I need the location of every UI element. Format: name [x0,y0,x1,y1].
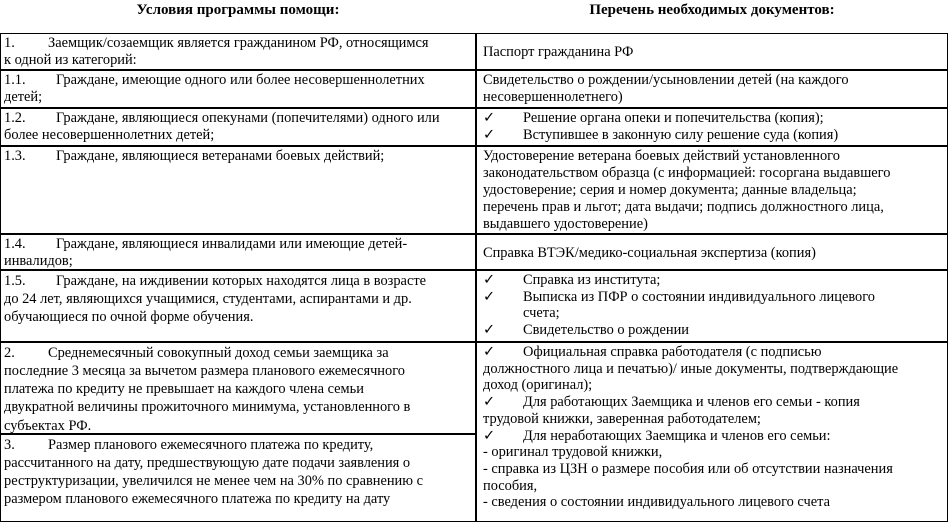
condition-text: более несовершеннолетних детей; [4,127,215,144]
document-text: доход (оригинал); [483,377,593,394]
document-text: - справка из ЦЗН о размере пособия или об отсутствии назначения [483,460,893,477]
row-1-condition [0,33,476,70]
check-icon: ✓ [483,127,496,144]
document-text: счета; [523,305,560,322]
row-number: 1.1. [4,72,26,88]
document-text: Официальная справка работодателя (с подписью [523,344,822,360]
condition-text: последние 3 месяца за вычетом размера планового ежемесячного [4,363,405,380]
condition-text: субъектах РФ. [4,417,92,434]
check-icon: ✓ [483,110,496,126]
condition-text: Граждане, являющиеся опекунами (попечителями) одного или [56,110,440,126]
condition-text: Заемщик/созаемщик является гражданином РФ, относящимся [48,35,429,51]
check-icon: ✓ [483,288,496,305]
row-1-4-condition [0,234,476,270]
row-1-2-documents [476,108,948,146]
condition-text: Среднемесячный совокупный доход семьи заемщика за [48,345,389,361]
document-text: Решение органа опеки и попечительства (копия); [523,110,824,126]
row-number: 1.3. [4,148,26,164]
condition-text: рассчитанного на дату, предшествующую дате подачи заявления о [4,455,411,472]
document-text: Выписка из ПФР о состоянии индивидуального лицевого [523,288,875,305]
condition-text: размером планового ежемесячного платежа по кредиту на дату [4,491,391,508]
condition-text: обучающиеся по очной форме обучения. [4,309,254,325]
row-1-3-documents [476,146,948,234]
document-text: пособия, [483,477,538,494]
header-documents: Перечень необходимых документов: [589,2,835,18]
document-text: Паспорт гражданина РФ [483,44,634,60]
row-1-1-documents [476,70,948,108]
row-1-documents [476,33,948,70]
condition-text: детей; [4,89,43,106]
document-text: Справка из института; [523,272,661,288]
document-text: Справка ВТЭК/медико-социальная экспертиза (копия) [483,245,816,261]
check-icon: ✓ [483,427,496,444]
condition-text: инвалидов; [4,253,73,270]
condition-text: к одной из категорий: [4,52,137,69]
document-text: перечень прав и льгот; дата выдачи; подпись должностного лица, [483,198,884,215]
row-number: 1.4. [4,236,26,252]
row-1-4-documents [476,234,948,270]
row-1-1-condition [0,70,476,108]
row-1-3-condition [0,146,476,234]
document-text: Свидетельство о рождении [523,322,689,339]
condition-text: реструктуризации, увеличился не менее чем на 30% по сравнению с [4,473,423,490]
document-text: - оригинал трудовой книжки, [483,444,663,461]
document-text: Для работающих Заемщика и членов его семьи - копия [523,394,860,411]
document-text: - сведения о состоянии индивидуального лицевого счета [483,494,830,511]
document-text: Для неработающих Заемщика и членов его семьи: [523,427,831,444]
document-text: Удостоверение ветерана боевых действий установленного [483,148,840,164]
condition-text: Граждане, являющиеся ветеранами боевых действий; [56,148,385,164]
document-text: трудовой книжки, заверенная работодателем; [483,410,761,427]
row-1-5-condition [0,270,476,342]
check-icon: ✓ [483,322,496,339]
row-number: 3. [4,437,15,453]
document-text: Свидетельство о рождении/усыновлении детей (на каждого [483,72,849,88]
row-number: 1. [4,35,15,51]
condition-text: платежа по кредиту не превышает на каждого члена семьи [4,381,364,398]
check-icon: ✓ [483,272,496,288]
check-icon: ✓ [483,344,496,360]
document-text: удостоверение; серия и номер документа; данные владельца; [483,181,857,198]
document-text: выдавшего удостоверение) [483,215,648,232]
document-text: должностного лица и печатью)/ иные документы, подтверждающие [483,360,899,377]
condition-text: Граждане, на иждивении которых находятся лица в возрасте [56,273,427,289]
row-3-condition [0,434,476,522]
check-icon: ✓ [483,394,496,411]
document-text: законодательством образца (с информацией: госоргана выдавшего [483,164,891,181]
header-conditions: Условия программы помощи: [136,2,340,18]
row-1-2-condition [0,108,476,146]
document-text: несовершеннолетнего) [483,89,623,106]
row-1-5-documents [476,270,948,342]
row-number: 1.2. [4,110,26,126]
condition-text: двукратной величины прожиточного минимума, установленного в [4,399,411,416]
condition-text: Граждане, являющиеся инвалидами или имеющие детей- [56,236,408,252]
condition-text: Граждане, имеющие одного или более несовершеннолетних [56,72,425,88]
row-2-condition [0,342,476,434]
condition-text: Размер планового ежемесячного платежа по кредиту, [48,437,374,453]
condition-text: до 24 лет, являющихся учащимися, студентами, аспирантами и др. [4,291,412,307]
row-number: 1.5. [4,273,26,289]
row-number: 2. [4,345,15,361]
income-documents [476,342,948,522]
document-text: Вступившее в законную силу решение суда (копия) [523,127,839,144]
